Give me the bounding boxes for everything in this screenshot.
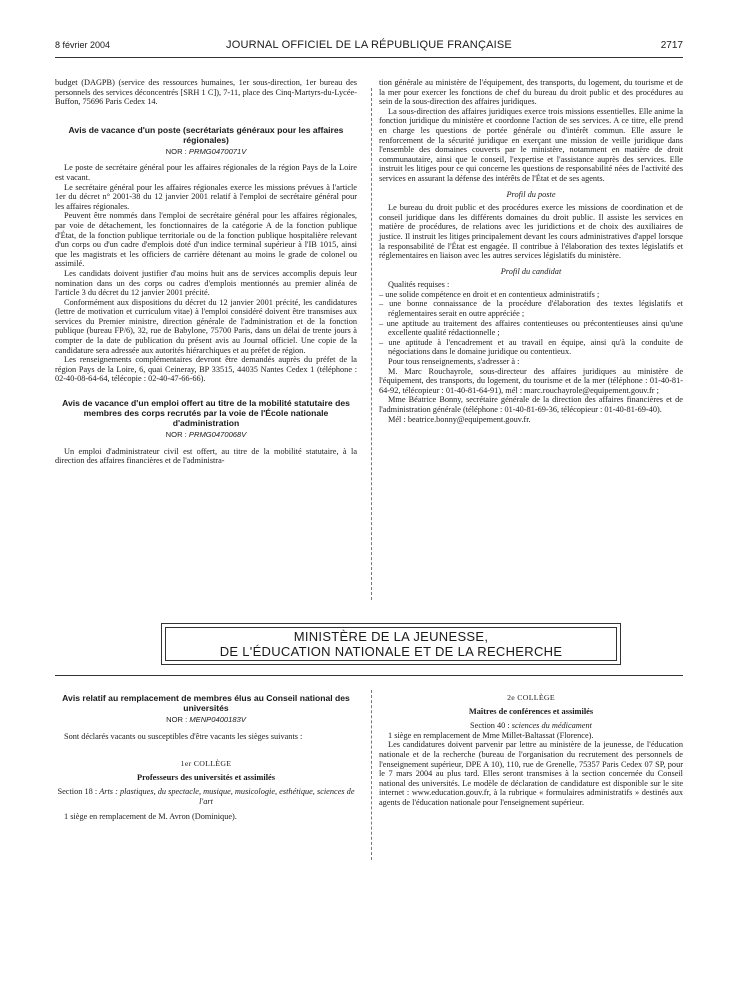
column-divider-bottom	[371, 690, 372, 860]
continued-text: budget (DAGPB) (service des ressources humaines, 1er sous-direction, 1er bureau des personnels des services déconcentrés [SRH 1 C]), 7-11, place des Cinq-Martyrs-du-Lycée-Buffon, 75696 Paris Cedex 14.	[55, 78, 357, 107]
college-2-label: 2e COLLÈGE	[507, 693, 555, 702]
qualite-item: – une aptitude au traitement des affaires contentieuses ou précontentieuses ainsi qu'une excellente qualité rédactionnelle ;	[379, 318, 683, 338]
top-left-column	[55, 78, 357, 466]
header-rule	[55, 57, 683, 58]
top-right-column	[379, 78, 683, 424]
qualite-item: – une bonne connaissance de la procédure d'élaboration des textes législatifs et réglementaires serait en outre appréciée ;	[379, 299, 683, 319]
page-number: 2717	[660, 40, 683, 51]
profil-poste-text: Le bureau du droit public et des procédures exerce les missions de coordination et de conseil juridique dans les différents domaines du droit public. Il assiste les services en matière de procédures, de relations avec les juridictions et de choix des auxiliaires de justice. Il instruit les litiges principalement devant les cours administratives d'appel lorsque la responsabilité de l'État est engagée. Il contribue à l'élaboration des textes législatifs et réglementaires en liaison avec les autres services législatifs du ministère.	[379, 203, 683, 261]
cnu-avis-title: Avis relatif au remplacement de membres élus au Conseil national des universités	[62, 693, 350, 713]
avis1-title: Avis de vacance d'un poste (secrétariats généraux pour les affaires régionales)	[68, 124, 344, 145]
avis2-title: Avis de vacance d'un emploi offert au titre de la mobilité statutaire des membres des corps recrutés par la voie de l'École nationale d'administration	[62, 398, 350, 429]
section-18: Section 18 : Arts : plastiques, du spectacle, musique, musicologie, esthétique, sciences de l'art	[57, 787, 355, 806]
contact-rouchayrole: M. Marc Rouchayrole, sous-directeur des affaires juridiques au ministère de l'équipement, des transports, du logement, du tourisme et de la mer (téléphone : 01-40-81-64-92, télécopieur : 01-40-81-64-91), mél : marc.rouchayrole@equipement.gouv.fr ;	[379, 366, 683, 395]
page-header	[55, 40, 683, 54]
college-2-title: Maîtres de conférences et assimilés	[468, 706, 594, 716]
avis1-para-4: Les candidats doivent justifier d'au moins huit ans de services accomplis depuis leur nomination dans un des corps ou cadres d'emplois mentionnés au premier alinéa de l'article 3 du décret du 12 janvier 2001 précité.	[55, 268, 357, 298]
ministry-line-2: DE L'ÉDUCATION NATIONALE ET DE LA RECHERCHE	[219, 644, 563, 659]
contact-bonny-email: Mél : beatrice.bonny@equipement.gouv.fr.	[388, 414, 531, 424]
avis1-para-2: Le secrétaire général pour les affaires régionales exerce les missions prévues à l'article 1er du décret n° 2001-38 du 12 janvier 2001 relatif à l'emploi de secrétaire général pour les affaires régionales.	[55, 182, 357, 211]
profil-poste-title: Profil du poste	[506, 189, 556, 199]
avis2-para: Un emploi d'administrateur civil est offert, au titre de la mobilité statutaire, à la direction des affaires financières et de l'administra-	[55, 446, 357, 466]
section-40-seat: 1 siège en remplacement de Mme Millet-Baltassat (Florence).	[388, 730, 594, 740]
contact-intro: Pour tous renseignements, s'adresser à :	[388, 357, 520, 367]
avis2-nor: NOR : PRMG0470068V	[165, 430, 247, 440]
avis1-body	[55, 163, 357, 384]
avis1-para-5: Conformément aux dispositions du décret du 12 janvier 2001 précité, les candidatures (lettre de motivation et curriculum vitae) à l'emploi considéré doivent être transmises aux services du Premier ministre, direction générale de l'administration et de la fonction publique (bureau FP/6), 32, rue de Babylone, 75700 Paris, dans un délai de trente jours à compter de la date de publication du présent avis au Journal officiel. Une copie de la candidature sera adressée aux autorités hiérarchiques et au préfet de région.	[55, 297, 357, 355]
qualite-item: – une solide compétence en droit et en contentieux administratifs ;	[379, 289, 600, 299]
contact-bonny: Mme Béatrice Bonny, secrétaire générale de la direction des affaires financières et de l'administration générale (téléphone : 01-40-81-69-36, télécopieur : 01-40-81-69-40).	[379, 395, 683, 414]
ministry-line-1: MINISTÈRE DE LA JEUNESSE,	[293, 629, 489, 644]
avis1-para-3: Peuvent être nommés dans l'emploi de secrétaire général pour les affaires régionales, par voie de détachement, les fonctionnaires de la catégorie A de la fonction publique d'État, de la fonction publique territoriale ou de la fonction publique hospitalière relevant d'un corps ou d'un cadre d'emplois doté d'un indice terminal supérieur à l'IB 1015, ainsi que les magistrats et les officiers de carrière détenant au moins le grade de colonel ou assimilé.	[55, 211, 357, 269]
qualites-list	[379, 290, 683, 357]
college-1-label: 1er COLLÈGE	[180, 759, 232, 769]
section-18-seat: 1 siège en remplacement de M. Avron (Dominique).	[64, 811, 237, 821]
avis1-para-6: Les renseignements complémentaires devront être demandés auprès du préfet de la région Pays de la Loire, 6, quai Ceineray, BP 33515, 44035 Nantes Cedex 1 (téléphone : 02-40-08-64-64, télécopie : 02-40-47-66-66).	[55, 355, 357, 384]
profil-candidat-title: Profil du candidat	[500, 266, 562, 276]
qualite-item: – une aptitude à l'encadrement et au travail en équipe, ainsi qu'à la conduite de négociations dans le domaine juridique ou contentieux.	[379, 337, 683, 357]
column-divider-top	[371, 88, 372, 600]
section-40: Section 40 : sciences du médicament	[470, 721, 592, 731]
qualites-intro: Qualités requises :	[388, 280, 450, 290]
avis2-cont-para: tion générale au ministère de l'équipement, des transports, du logement, du tourisme et de la mer pour exercer les fonctions de chef du bureau du droit public et des procédures au sein de la sous-direction des affaires juridiques.	[379, 78, 683, 107]
section-rule	[55, 675, 683, 676]
cnu-intro: Sont déclarés vacants ou susceptibles d'être vacants les sièges suivants :	[64, 731, 303, 741]
bottom-right-column	[379, 693, 683, 808]
sous-direction-para: La sous-direction des affaires juridiques exerce trois missions essentielles. Elle anime la fonction juridique du ministère et coordonne l'action de ses services. A ce titre, elle prend en charge les questions de portée générale ou d'intérêt commun. Elle assure le renforcement de la sécurité juridique en exerçant une mission de veille juridique dans l'ensemble des domaines couverts par le ministère, notamment en matière de droit communautaire, ainsi que le conseil, l'expertise et l'assistance auprès des services. Elle instruit les litiges pour ce qui concerne les questions de responsabilité nées de l'activité des services en assurant la défense des intérêts de l'État et de ses agents.	[379, 106, 683, 183]
header-date: 8 février 2004	[55, 40, 111, 50]
avis1-nor: NOR : PRMG0470071V	[165, 146, 247, 156]
ministry-banner	[161, 623, 621, 665]
bottom-left-column	[55, 693, 357, 821]
candidatures-para: Les candidatures doivent parvenir par lettre au ministère de la jeunesse, de l'éducation nationale et de la recherche (bureau de l'organisation du recrutement des personnels de l'enseignement supérieur, DPE A 10), 110, rue de Grenelle, 75357 Paris Cedex 07 SP, pour le 7 mars 2004 au plus tard. Elles seront transmises à la section concernée du Conseil national des universités. Le modèle de déclaration de candidature est disponible sur le site internet : www.education.gouv.fr, à la rubrique « formulaires administratifs » destinés aux agents de l'éducation nationale pour l'enseignement supérieur.	[379, 740, 683, 807]
college-1-title: Professeurs des universités et assimilés	[136, 772, 275, 782]
avis1-para-1: Le poste de secrétaire général pour les affaires régionales de la région Pays de la Loire est vacant.	[55, 163, 357, 182]
cnu-avis-nor: NOR : MENP0400183V	[166, 715, 246, 724]
journal-title: JOURNAL OFFICIEL DE LA RÉPUBLIQUE FRANÇAISE	[226, 39, 512, 51]
